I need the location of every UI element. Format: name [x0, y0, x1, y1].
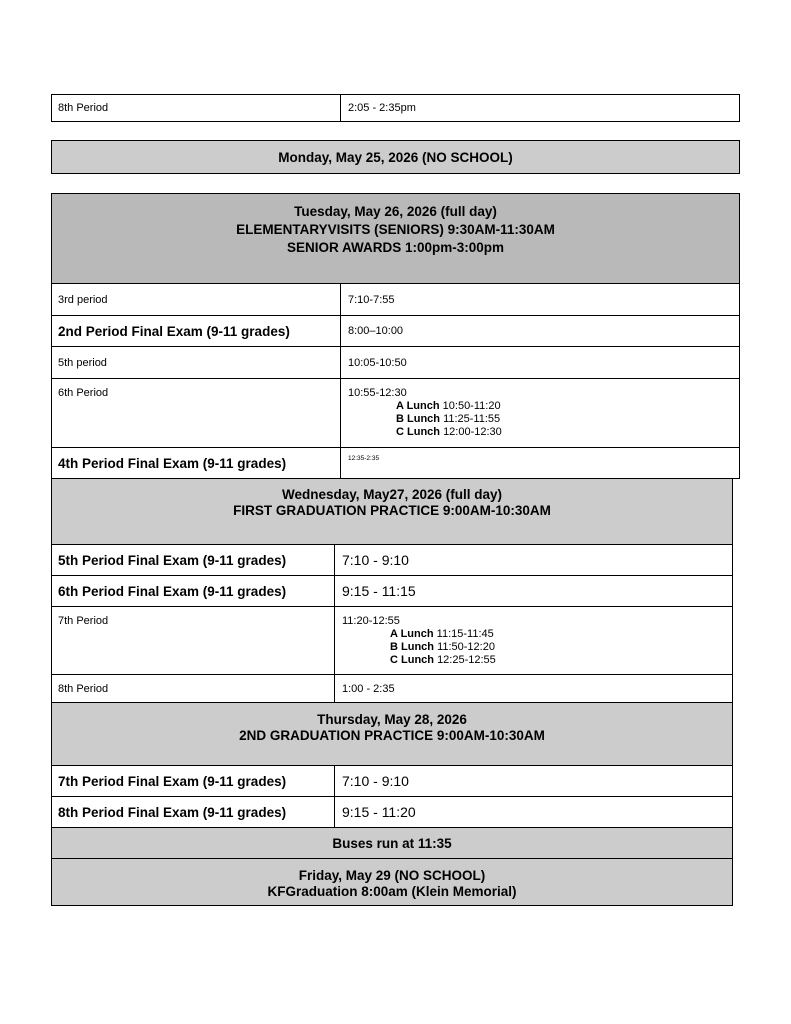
exam-label: 4th Period Final Exam (9-11 grades) [52, 448, 341, 478]
day-title: Monday, May 25, 2026 (NO SCHOOL) [278, 149, 513, 165]
period-label: 5th period [52, 347, 341, 378]
lunch-name: C Lunch [396, 426, 440, 438]
lunch-time: 12:00-12:30 [443, 426, 502, 438]
day-title: Tuesday, May 26, 2026 (full day) [294, 204, 497, 219]
period-label: 8th Period [52, 675, 335, 702]
day-header-wednesday [51, 479, 733, 545]
day-event: SENIOR AWARDS 1:00pm-3:00pm [286, 240, 505, 255]
table-row [51, 607, 733, 675]
table-row [51, 379, 740, 448]
lunch-line [348, 413, 500, 426]
exam-time: 9:15 - 11:15 [342, 583, 416, 599]
lunch-line [342, 654, 496, 667]
period-time: 1:00 - 2:35 [342, 682, 395, 695]
exam-time: 7:10 - 9:10 [342, 773, 409, 789]
period-label: 8th Period [52, 95, 341, 121]
period-time: 7:10-7:55 [348, 293, 395, 306]
period-time-cell [341, 379, 739, 447]
lunch-line [348, 426, 502, 439]
period-time: 10:55-12:30 [348, 387, 407, 399]
table-row [51, 316, 740, 347]
lunch-name: B Lunch [390, 641, 434, 653]
lunch-line [342, 641, 495, 654]
exam-time: 7:10 - 9:10 [342, 552, 409, 568]
lunch-name: C Lunch [390, 654, 434, 666]
lunch-line [348, 400, 501, 413]
table-row [51, 797, 733, 828]
day-event: KFGraduation 8:00am (Klein Memorial) [267, 884, 517, 899]
exam-time: 12:35-2:35 [348, 455, 380, 462]
table-row [51, 675, 733, 703]
lunch-name: B Lunch [396, 413, 440, 425]
lunch-time: 11:50-12:20 [437, 641, 495, 653]
lunch-name: A Lunch [390, 628, 434, 640]
period-label: 6th Period [52, 379, 341, 447]
day-event: 2ND GRADUATION PRACTICE 9:00AM-10:30AM [239, 728, 545, 743]
buses-text: Buses run at 11:35 [332, 835, 452, 851]
period-time: 11:20-12:55 [342, 615, 400, 627]
day-event: FIRST GRADUATION PRACTICE 9:00AM-10:30AM [233, 503, 551, 518]
exam-time: 8:00–10:00 [348, 325, 404, 337]
day-title: Friday, May 29 (NO SCHOOL) [298, 868, 486, 883]
exam-label: 7th Period Final Exam (9-11 grades) [52, 766, 335, 796]
period-time: 2:05 - 2:35pm [348, 102, 416, 114]
lunch-time: 11:15-11:45 [436, 628, 494, 640]
day-title: Wednesday, May27, 2026 (full day) [281, 487, 503, 502]
schedule-row-8th-period [51, 94, 740, 122]
exam-label: 5th Period Final Exam (9-11 grades) [52, 545, 335, 575]
day-header-tuesday [51, 193, 740, 284]
lunch-time: 10:50-11:20 [442, 400, 501, 412]
exam-label: 8th Period Final Exam (9-11 grades) [52, 797, 335, 827]
lunch-time: 12:25-12:55 [437, 654, 496, 666]
exam-time: 9:15 - 11:20 [342, 804, 416, 820]
table-row [51, 284, 740, 316]
lunch-time: 11:25-11:55 [443, 413, 501, 425]
day-header-monday [51, 140, 740, 174]
exam-label: 2nd Period Final Exam (9-11 grades) [52, 316, 341, 346]
lunch-line [342, 628, 494, 641]
table-row [51, 576, 733, 607]
day-header-thursday [51, 703, 733, 766]
exam-label: 6th Period Final Exam (9-11 grades) [52, 576, 335, 606]
day-header-friday [51, 859, 733, 906]
table-row [51, 545, 733, 576]
period-label: 7th Period [52, 607, 335, 674]
table-row [51, 448, 740, 479]
day-title: Thursday, May 28, 2026 [317, 712, 467, 727]
table-row [51, 766, 733, 797]
period-label: 3rd period [52, 284, 341, 315]
lunch-name: A Lunch [396, 400, 440, 412]
period-time: 10:05-10:50 [348, 356, 407, 369]
table-row [51, 347, 740, 379]
day-event: ELEMENTARYVISITS (SENIORS) 9:30AM-11:30AM [236, 222, 555, 237]
buses-notice [51, 828, 733, 859]
period-time-cell [335, 607, 732, 674]
